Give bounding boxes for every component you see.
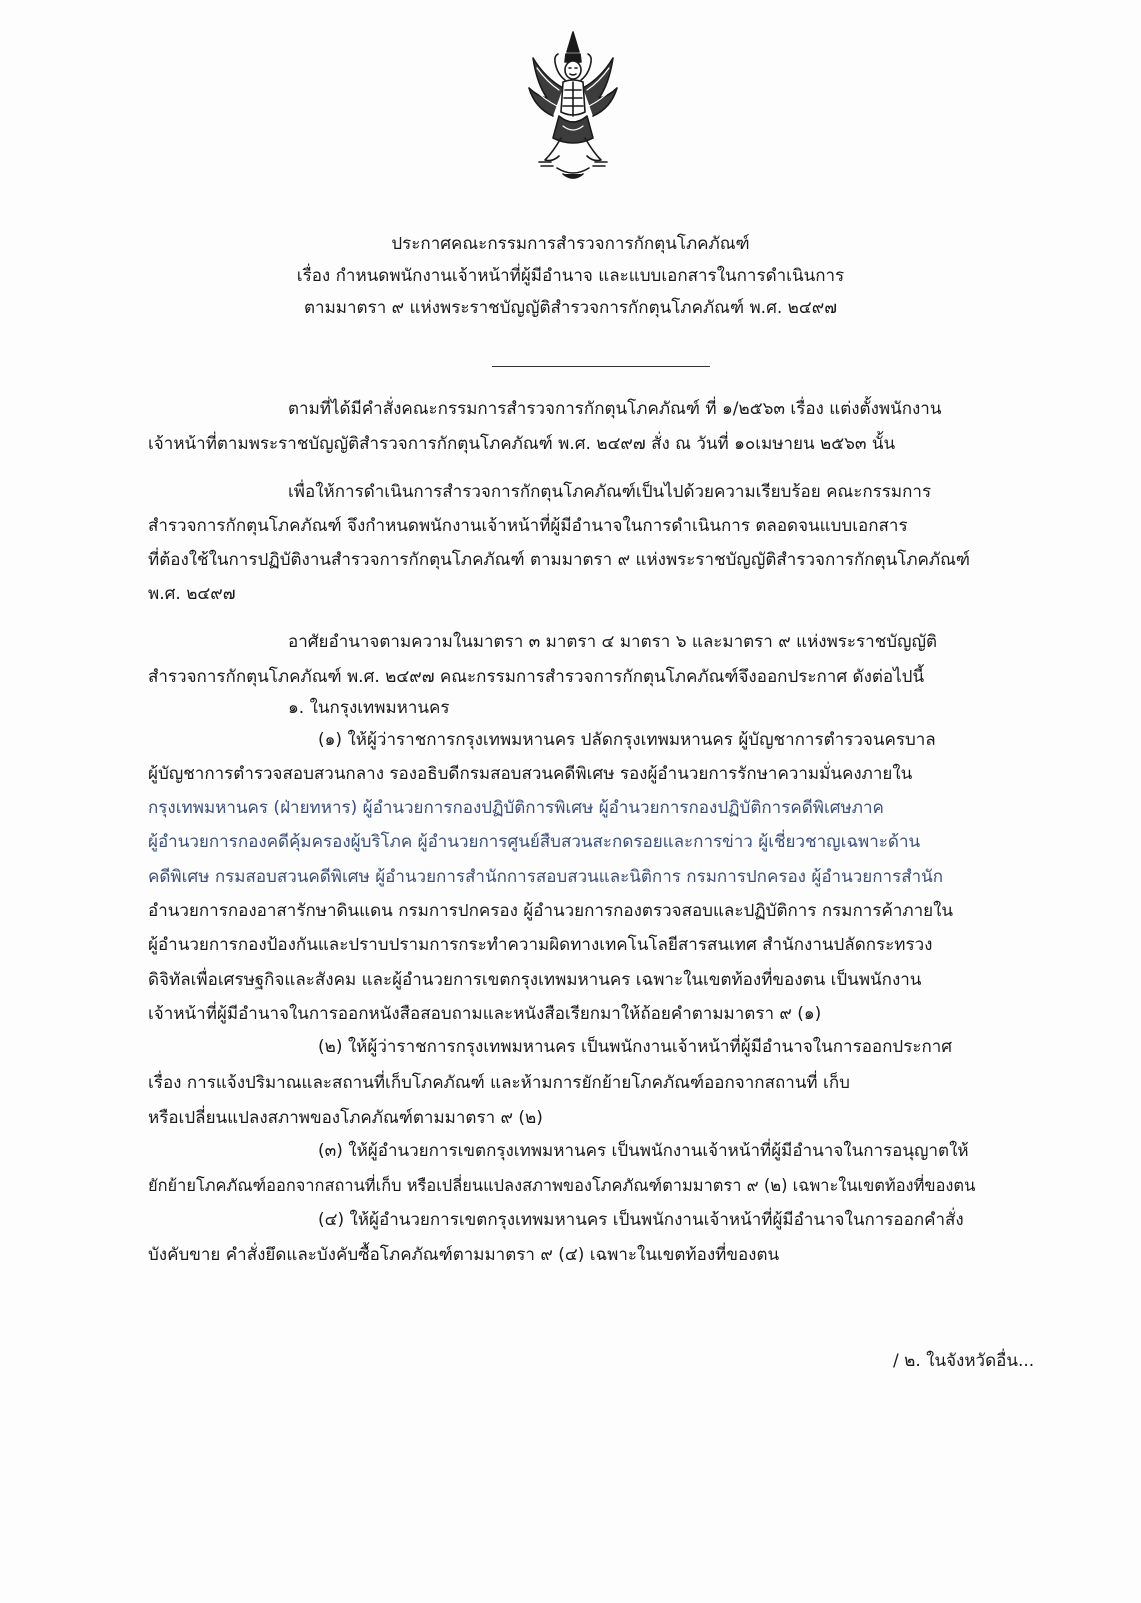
body-line-25: บังคับขาย คำสั่งยึดและบังคับซื้อโภคภัณฑ์ตามมาตรา ๙ (๔) เฉพาะในเขตท้องที่ของตน xyxy=(148,1245,780,1265)
body-line-13: ผู้อำนวยการกองคดีคุ้มครองผู้บริโภค ผู้อำนวยการศูนย์สืบสวนสะกดรอยและการข่าว ผู้เชี่ยวชาญเฉพาะด้าน xyxy=(148,832,921,852)
body-line-17: ดิจิทัลเพื่อเศรษฐกิจและสังคม และผู้อำนวยการเขตกรุงเทพมหานคร เฉพาะในเขตท้องที่ของตน เป็นพนักงาน xyxy=(148,970,922,990)
section-heading-bangkok: ๑. ในกรุงเทพมหานคร xyxy=(288,698,450,718)
body-line-14: คดีพิเศษ กรมสอบสวนคดีพิเศษ ผู้อำนวยการสำนักการสอบสวนและนิติการ กรมการปกครอง ผู้อำนวยการสำนัก xyxy=(148,867,944,887)
body-line-8: สำรวจการกักตุนโภคภัณฑ์ พ.ศ. ๒๔๙๗ คณะกรรมการสำรวจการกักตุนโภคภัณฑ์จึงออกประกาศ ดังต่อไปนี้ xyxy=(148,667,925,687)
body-line-16: ผู้อำนวยการกองป้องกันและปราบปรามการกระทำความผิดทางเทคโนโลยีสารสนเทศ สำนักงานปลัดกระทรวง xyxy=(148,935,933,955)
body-line-21: หรือเปลี่ยนแปลงสภาพของโภคภัณฑ์ตามมาตรา ๙ (๒) xyxy=(148,1108,543,1128)
body-line-15: อำนวยการกองอาสารักษาดินแดน กรมการปกครอง ผู้อำนวยการกองตรวจสอบและปฏิบัติการ กรมการค้าภายใน xyxy=(148,901,954,921)
body-line-18: เจ้าหน้าที่ผู้มีอำนาจในการออกหนังสือสอบถามและหนังสือเรียกมาให้ถ้อยคำตามมาตรา ๙ (๑) xyxy=(148,1004,822,1024)
body-line-19: (๒) ให้ผู้ว่าราชการกรุงเทพมหานคร เป็นพนักงานเจ้าหน้าที่ผู้มีอำนาจในการออกประกาศ xyxy=(318,1037,953,1057)
body-line-1: ตามที่ได้มีคำสั่งคณะกรรมการสำรวจการกักตุนโภคภัณฑ์ ที่ ๑/๒๕๖๓ เรื่อง แต่งตั้งพนักงาน xyxy=(288,399,942,419)
document-title: ประกาศคณะกรรมการสำรวจการกักตุนโภคภัณฑ์ xyxy=(391,234,750,254)
body-line-2: เจ้าหน้าที่ตามพระราชบัญญัติสำรวจการกักตุนโภคภัณฑ์ พ.ศ. ๒๔๙๗ สั่ง ณ วันที่ ๑๐เมษายน ๒๕๖๓ นั้น xyxy=(148,434,896,454)
body-line-12: กรุงเทพมหานคร (ฝ่ายทหาร) ผู้อำนวยการกองปฏิบัติการพิเศษ ผู้อำนวยการกองปฏิบัติการคดีพิเศษภาค xyxy=(148,798,884,818)
body-line-10: (๑) ให้ผู้ว่าราชการกรุงเทพมหานคร ปลัดกรุงเทพมหานคร ผู้บัญชาการตำรวจนครบาล xyxy=(318,730,936,750)
continued-marker: / ๒. ในจังหวัดอื่น... xyxy=(893,1351,1035,1371)
body-line-3: เพื่อให้การดำเนินการสำรวจการกักตุนโภคภัณฑ์เป็นไปด้วยความเรียบร้อย คณะกรรมการ xyxy=(288,482,932,502)
body-line-6: พ.ศ. ๒๔๙๗ xyxy=(148,584,236,604)
body-line-24: (๔) ให้ผู้อำนวยการเขตกรุงเทพมหานคร เป็นพนักงานเจ้าหน้าที่ผู้มีอำนาจในการออกคำสั่ง xyxy=(318,1210,964,1230)
body-line-23: ยักย้ายโภคภัณฑ์ออกจากสถานที่เก็บ หรือเปลี่ยนแปลงสภาพของโภคภัณฑ์ตามมาตรา ๙ (๒) เฉพาะในเขตท้องที่ของตน xyxy=(148,1176,976,1195)
body-line-4: สำรวจการกักตุนโภคภัณฑ์ จึงกำหนดพนักงานเจ้าหน้าที่ผู้มีอำนาจในการดำเนินการ ตลอดจนแบบเอกสาร xyxy=(148,516,908,536)
body-line-20: เรื่อง การแจ้งปริมาณและสถานที่เก็บโภคภัณฑ์ และห้ามการยักย้ายโภคภัณฑ์ออกจากสถานที่ เก็บ xyxy=(148,1073,850,1093)
body-line-5: ที่ต้องใช้ในการปฏิบัติงานสำรวจการกักตุนโภคภัณฑ์ ตามมาตรา ๙ แห่งพระราชบัญญัติสำรวจการกักตุนโภคภัณฑ์ xyxy=(148,550,971,570)
garuda-emblem-icon xyxy=(523,28,623,188)
document-subject: เรื่อง กำหนดพนักงานเจ้าหน้าที่ผู้มีอำนาจ และแบบเอกสารในการดำเนินการ xyxy=(296,266,845,286)
body-line-7: อาศัยอำนาจตามความในมาตรา ๓ มาตรา ๔ มาตรา ๖ และมาตรา ๙ แห่งพระราชบัญญัติ xyxy=(288,632,938,652)
title-divider xyxy=(492,366,710,367)
body-line-22: (๓) ให้ผู้อำนวยการเขตกรุงเทพมหานคร เป็นพนักงานเจ้าหน้าที่ผู้มีอำนาจในการอนุญาตให้ xyxy=(318,1141,969,1161)
body-line-11: ผู้บัญชาการตำรวจสอบสวนกลาง รองอธิบดีกรมสอบสวนคดีพิเศษ รองผู้อำนวยการรักษาความมั่นคงภายใน xyxy=(148,764,913,784)
document-subject-continued: ตามมาตรา ๙ แห่งพระราชบัญญัติสำรวจการกักตุนโภคภัณฑ์ พ.ศ. ๒๔๙๗ xyxy=(304,298,837,318)
